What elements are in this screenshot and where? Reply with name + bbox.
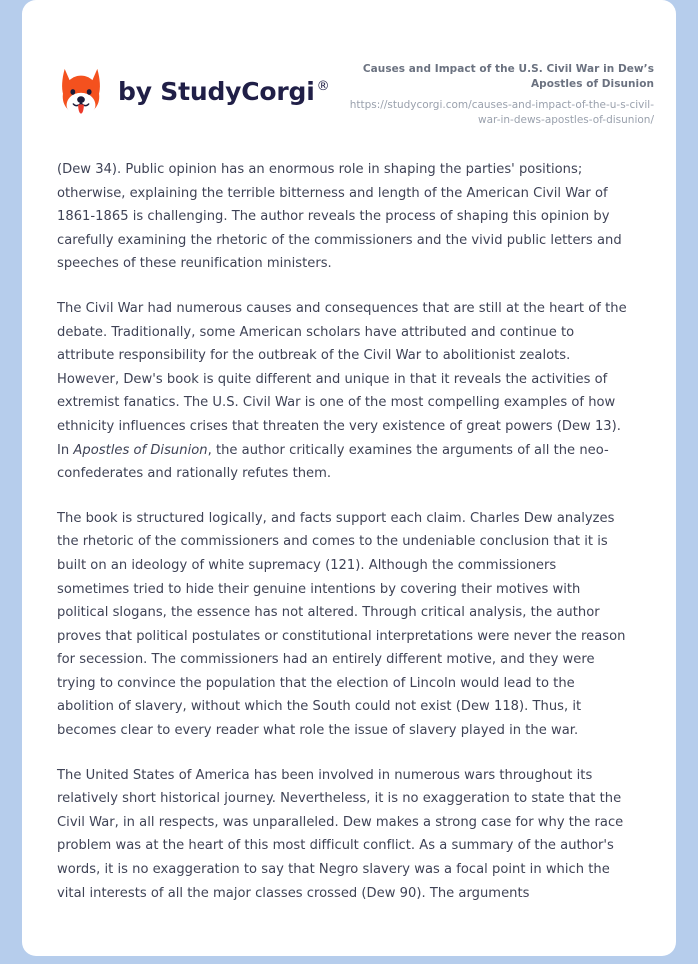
registered-trademark-icon: ® xyxy=(316,79,330,95)
document-meta xyxy=(329,58,654,128)
document-url[interactable]: https://studycorgi.com/causes-and-impact-of-the-u-s-civil-war-in-dews-apostles-of-disunion/ xyxy=(349,99,654,126)
document-title: Causes and Impact of the U.S. Civil War in Dew’s Apostles of Disunion xyxy=(362,63,654,90)
paragraph-4: The United States of America has been involved in numerous wars throughout its relatively short historical journey. Nevertheless, it is no exaggeration to state that the Civil War, in all respects, was unparalleled. Dew makes a strong case for why the race problem was at the heart of this most difficult conflict. As a summary of the author's words, it is no exaggeration to say that Negro slavery was a focal point in which the vital interests of all the major classes crossed (Dew 90). The arguments xyxy=(57,767,624,901)
brand-name xyxy=(118,77,329,106)
paragraph-3: The book is structured logically, and facts support each claim. Charles Dew analyzes the rhetoric of the commissioners and comes to the undeniable conclusion that it is built on an ideology of white supremacy (121). Although the commissioners sometimes tried to hide their genuine intentions by covering their motives with political slogans, the essence has not altered. Through critical analysis, the author proves that political postulates or constitutional interpretations were never the reason for secession. The commissioners had an entirely different motive, and they were trying to convince the population that the election of Lincoln would lead to the abolition of slavery, without which the South could not exist (Dew 118). Thus, it becomes clear to every reader what role the issue of slavery played in the war. xyxy=(57,510,626,739)
document-body xyxy=(22,128,676,905)
page-header xyxy=(22,0,676,128)
corgi-logo-icon xyxy=(57,66,105,116)
paragraph-2 xyxy=(57,297,631,486)
book-title-italic: Apostles of Disunion xyxy=(73,442,208,458)
brand-logo-group[interactable] xyxy=(57,58,329,116)
paragraph-2-part-1: The Civil War had numerous causes and consequences that are still at the heart of the debate. Traditionally, some American scholars have attributed and continue to attribute responsibility for the outbreak of the Civil War to abolitionist zealots. However, Dew's book is quite different and unique in that it reveals the activities of extremist fanatics. The U.S. Civil War is one of the most compelling examples of how ethnicity influences crises that threaten the very existence of great powers (Dew 13). In xyxy=(57,300,627,458)
document-page xyxy=(22,0,676,956)
brand-name-text: by StudyCorgi xyxy=(118,76,315,106)
paragraph-2-part-2: , the author critically examines the arguments of all the neo-confederates and rationally refutes them. xyxy=(57,442,609,482)
paragraph-1: (Dew 34). Public opinion has an enormous role in shaping the parties' positions; otherwise, explaining the terrible bitterness and length of the American Civil War of 1861-1865 is challenging. The author reveals the process of shaping this opinion by carefully examining the rhetoric of the commissioners and the vivid public letters and speeches of these reunification ministers. xyxy=(57,162,622,272)
